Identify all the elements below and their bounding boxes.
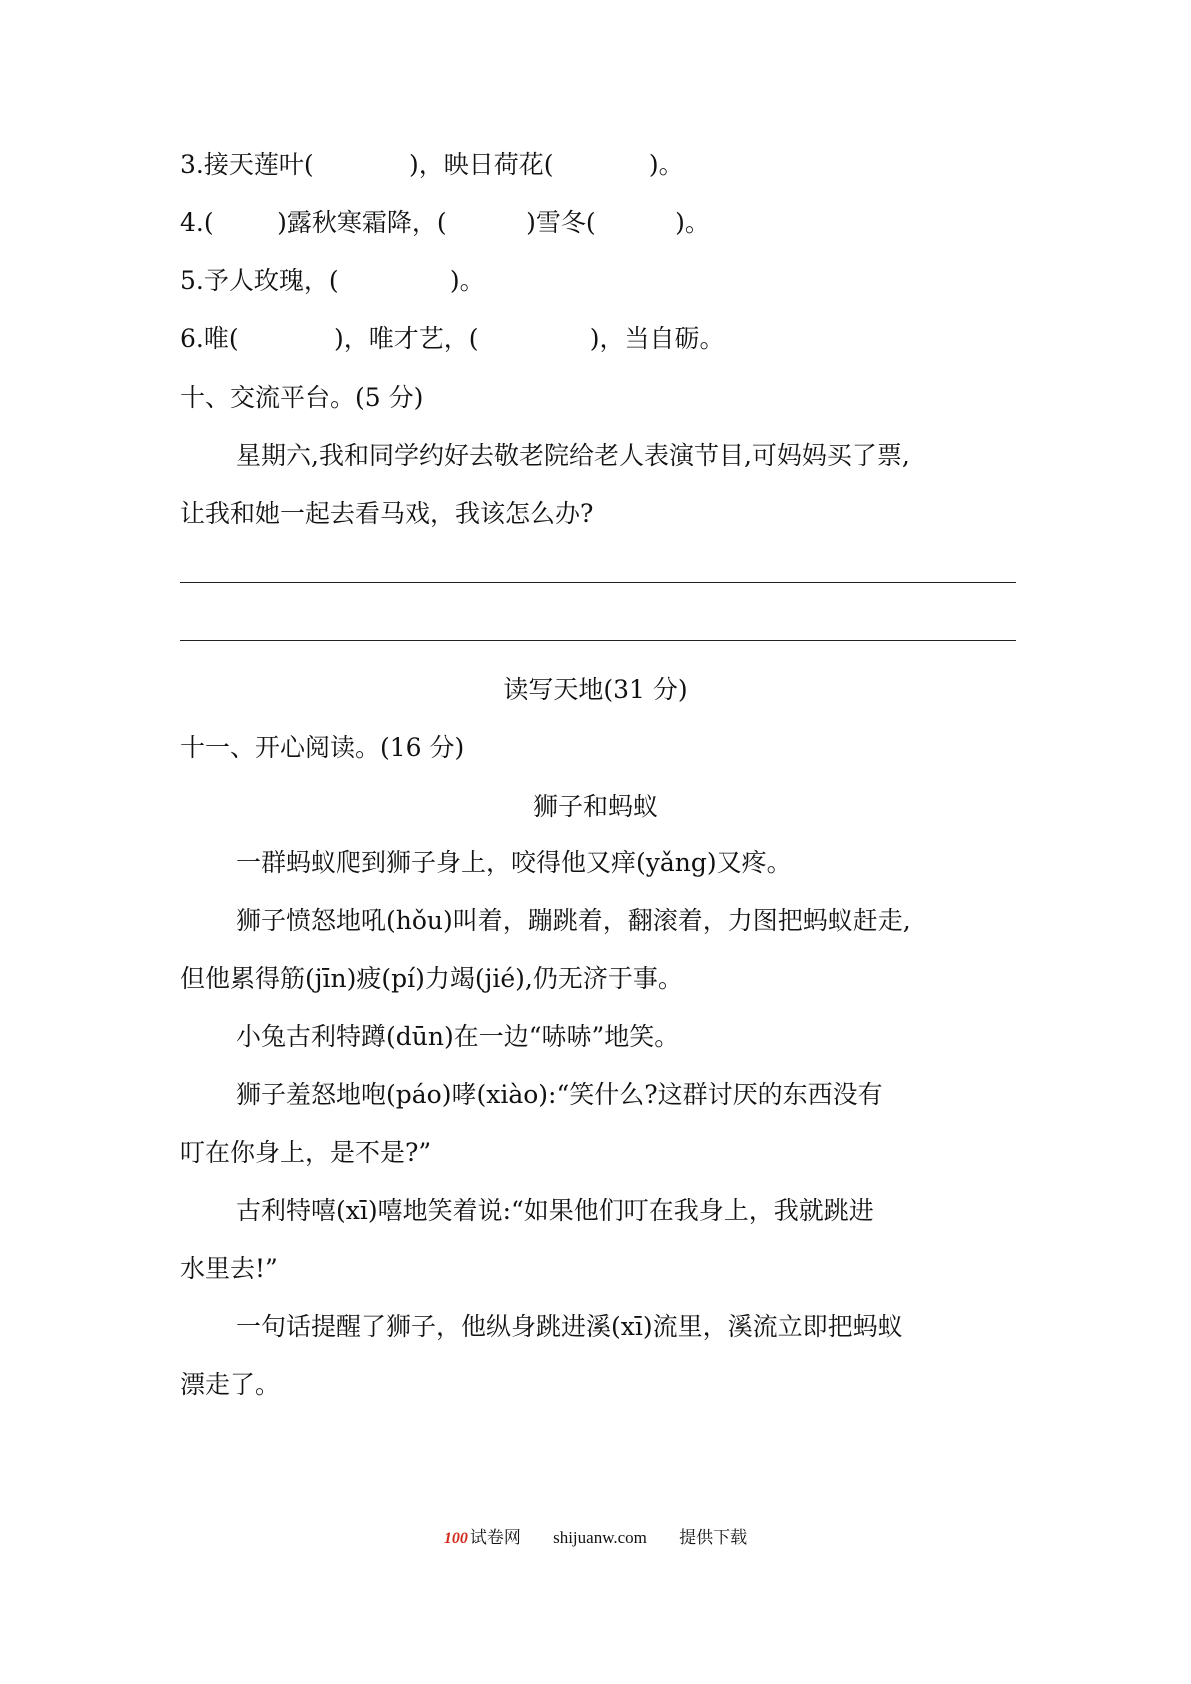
section-title: 读写天地(31 分): [503, 675, 688, 704]
story-paragraph-3: 小兔古利特蹲(dūn)在一边“哧哧”地笑。: [236, 1022, 680, 1051]
story-paragraph-6-line-2: 漂走了。: [180, 1370, 281, 1399]
fill-blank-4: 4.( )露秋寒霜降，( )雪冬( )。: [180, 208, 710, 237]
answer-line-1[interactable]: [180, 582, 1016, 583]
footer-logo: [444, 1528, 521, 1547]
story-paragraph-4-line-1: 狮子羞怒地咆(páo)哮(xiào):“笑什么?这群讨厌的东西没有: [236, 1080, 883, 1109]
fill-blank-3: 3.接天莲叶( )，映日荷花( )。: [180, 150, 684, 179]
story-paragraph-5-line-2: 水里去!”: [180, 1254, 278, 1283]
question-10-prompt-line-1: 星期六,我和同学约好去敬老院给老人表演节目,可妈妈买了票,: [236, 441, 910, 470]
story-paragraph-5-line-1: 古利特嘻(xī)嘻地笑着说:“如果他们叮在我身上，我就跳进: [236, 1196, 874, 1225]
question-11-heading: 十一、开心阅读。(16 分): [180, 733, 465, 762]
story-paragraph-1: 一群蚂蚁爬到狮子身上，咬得他又痒(yǎng)又疼。: [236, 848, 792, 877]
footer-logo-text: 试卷网: [469, 1528, 521, 1547]
story-paragraph-2-line-1: 狮子愤怒地吼(hǒu)叫着，蹦跳着，翻滚着，力图把蚂蚁赶走,: [236, 906, 911, 935]
fill-blank-5: 5.予人玫瑰，( )。: [180, 266, 485, 295]
footer-site-link[interactable]: shijuanw.com: [553, 1528, 647, 1547]
footer: [0, 1523, 1191, 1548]
story-paragraph-2-line-2: 但他累得筋(jīn)疲(pí)力竭(jié),仍无济于事。: [180, 964, 683, 993]
question-10-heading: 十、交流平台。(5 分): [180, 383, 424, 412]
story-title: 狮子和蚂蚁: [532, 792, 658, 821]
answer-line-2[interactable]: [180, 640, 1016, 641]
question-10-prompt-line-2: 让我和她一起去看马戏，我该怎么办?: [180, 499, 594, 528]
footer-note: 提供下载: [679, 1528, 748, 1547]
footer-logo-number: 100: [443, 1530, 468, 1547]
story-paragraph-4-line-2: 叮在你身上，是不是?”: [180, 1138, 432, 1167]
fill-blank-6: 6.唯( )，唯才艺，( )，当自砺。: [180, 324, 725, 353]
story-paragraph-6-line-1: 一句话提醒了狮子，他纵身跳进溪(xī)流里，溪流立即把蚂蚁: [236, 1312, 903, 1341]
